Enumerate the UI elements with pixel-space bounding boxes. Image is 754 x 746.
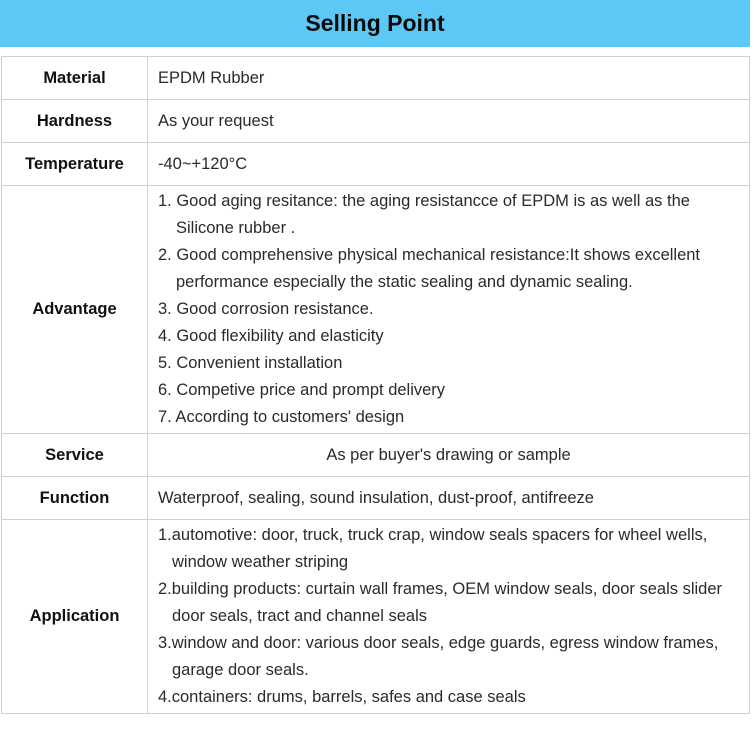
value-advantage xyxy=(148,186,750,434)
row-material xyxy=(2,57,750,100)
page-title: Selling Point xyxy=(0,0,750,47)
row-application xyxy=(2,520,750,714)
application-item: 3.window and door: various door seals, edge guards, egress window frames, garage door seals. xyxy=(158,634,719,679)
label-function: Function xyxy=(2,477,148,520)
advantage-item: 5. Convenient installation xyxy=(158,354,343,372)
label-service: Service xyxy=(2,434,148,477)
value-temperature: -40~+120°C xyxy=(148,143,750,186)
spec-table xyxy=(1,56,750,714)
value-function: Waterproof, sealing, sound insulation, dust-proof, antifreeze xyxy=(148,477,750,520)
value-application xyxy=(148,520,750,714)
advantage-item: 3. Good corrosion resistance. xyxy=(158,300,374,318)
label-application: Application xyxy=(2,520,148,714)
label-hardness: Hardness xyxy=(2,100,148,143)
value-service: As per buyer's drawing or sample xyxy=(148,434,750,477)
application-item: 1.automotive: door, truck, truck crap, window seals spacers for wheel wells, window weather striping xyxy=(158,526,708,571)
advantage-item: 6. Competive price and prompt delivery xyxy=(158,381,446,399)
label-advantage: Advantage xyxy=(2,186,148,434)
application-item: 4.containers: drums, barrels, safes and case seals xyxy=(158,688,526,706)
advantage-item: 1. Good aging resitance: the aging resistancce of EPDM is as well as the Silicone rubber . xyxy=(158,192,690,237)
label-temperature: Temperature xyxy=(2,143,148,186)
advantage-item: 4. Good flexibility and elasticity xyxy=(158,327,384,345)
value-hardness: As your request xyxy=(148,100,750,143)
application-item: 2.building products: curtain wall frames, OEM window seals, door seals slider door seals, tract and channel seals xyxy=(158,580,722,625)
label-material: Material xyxy=(2,57,148,100)
row-function xyxy=(2,477,750,520)
advantage-item: 7. According to customers' design xyxy=(158,408,405,426)
row-advantage xyxy=(2,186,750,434)
row-temperature xyxy=(2,143,750,186)
value-material: EPDM Rubber xyxy=(148,57,750,100)
row-hardness xyxy=(2,100,750,143)
row-service xyxy=(2,434,750,477)
advantage-item: 2. Good comprehensive physical mechanical resistance:It shows excellent performance especially the static sealing and dynamic sealing. xyxy=(158,246,701,291)
